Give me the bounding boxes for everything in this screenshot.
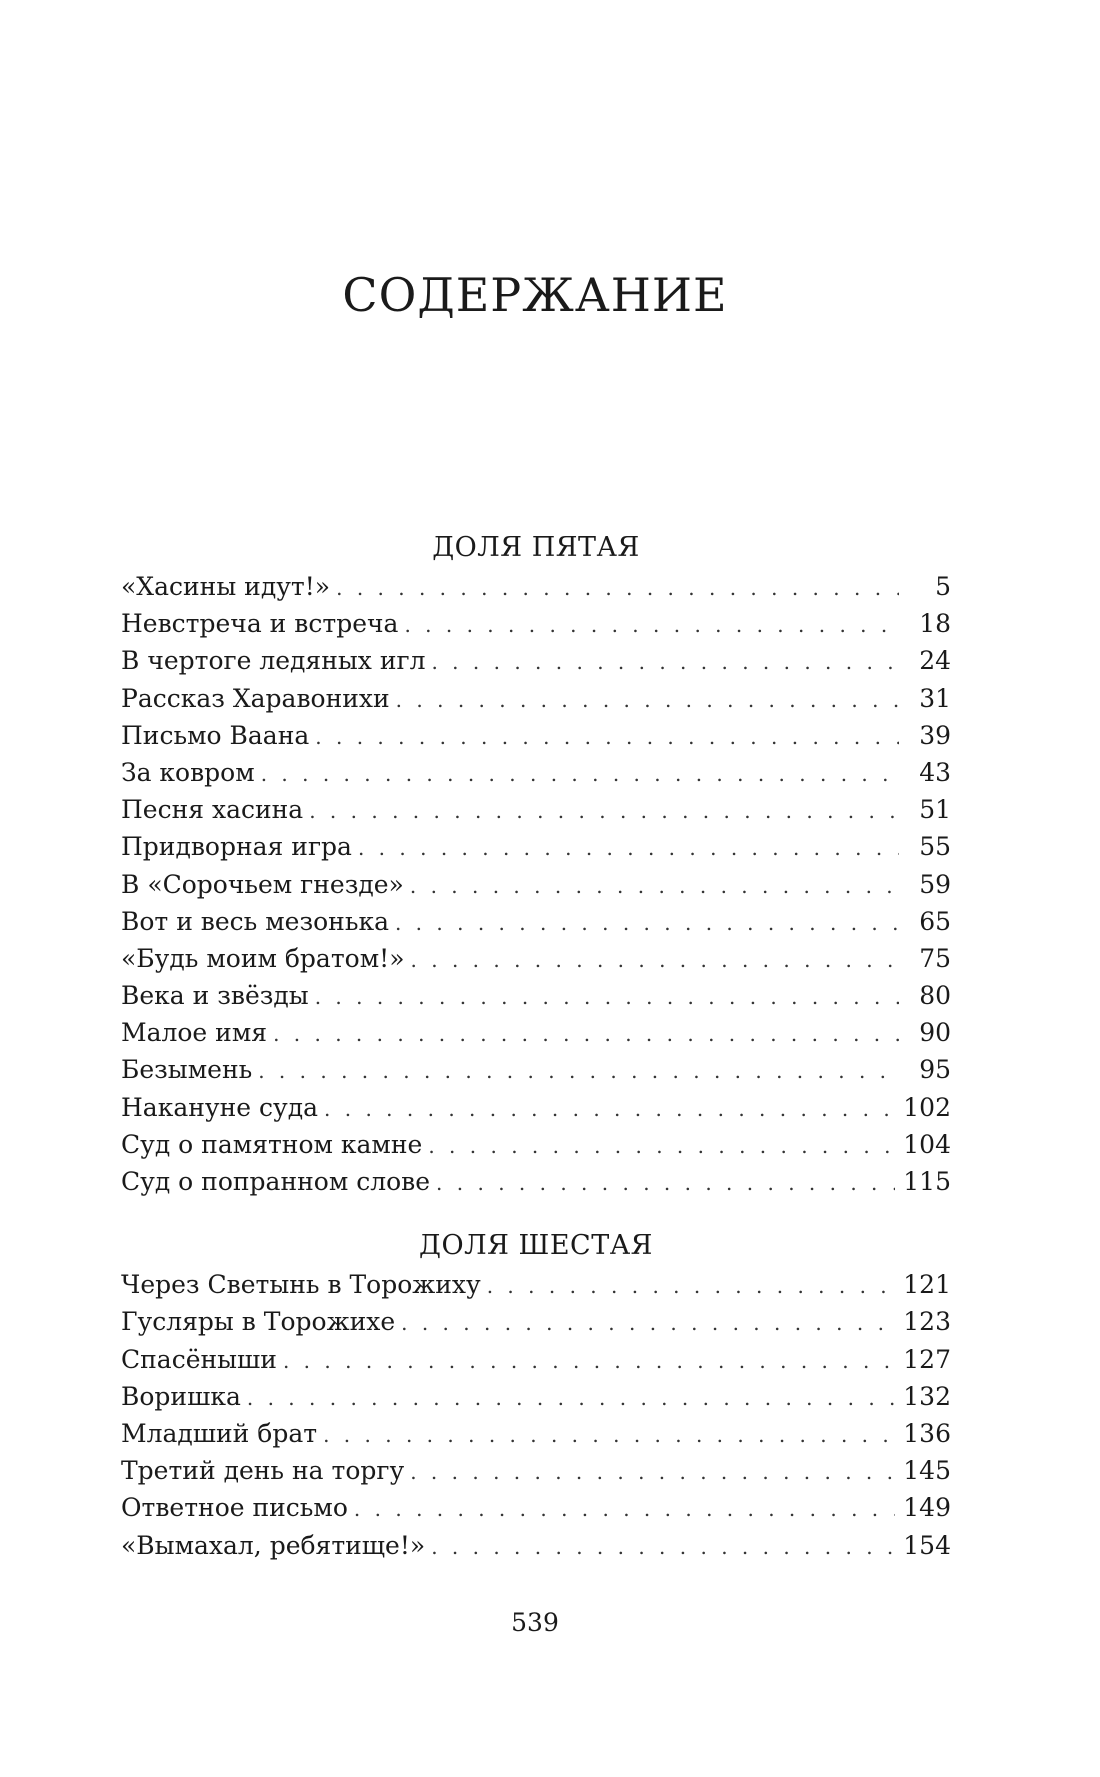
- dot-leader: [401, 1305, 895, 1342]
- toc-entry[interactable]: [121, 642, 951, 679]
- toc-entry-page: 102: [903, 1092, 951, 1122]
- toc-entry-page: 121: [903, 1270, 951, 1300]
- toc-entry[interactable]: [121, 1489, 951, 1526]
- dot-leader: [410, 1454, 895, 1491]
- toc-entry[interactable]: [121, 1163, 951, 1200]
- toc-entry-title: «Вымахал, ребятище!»: [121, 1530, 426, 1560]
- toc-entry[interactable]: [121, 754, 951, 791]
- toc-entry-page: 115: [903, 1167, 951, 1196]
- toc-entry[interactable]: [121, 1378, 951, 1415]
- toc-entry[interactable]: [121, 903, 951, 940]
- toc-entry-page: 154: [903, 1530, 951, 1560]
- toc-entry-page: 43: [919, 757, 951, 787]
- toc-entry-page: 104: [903, 1129, 951, 1159]
- toc-entry-page: 18: [919, 609, 951, 639]
- section-heading: ДОЛЯ ПЯТАЯ: [432, 532, 640, 563]
- toc-entry[interactable]: [121, 1089, 951, 1126]
- toc-entry-title: Суд о попранном слове: [121, 1167, 431, 1196]
- toc-entry-page: 123: [903, 1307, 951, 1337]
- toc-entry-page: 127: [903, 1344, 951, 1374]
- section-heading: ДОЛЯ ШЕСТАЯ: [419, 1230, 653, 1262]
- toc-entry[interactable]: [121, 1051, 951, 1088]
- toc-entry-title: Накануне суда: [121, 1092, 319, 1122]
- toc-entry[interactable]: [121, 1341, 951, 1378]
- dot-leader: [358, 830, 899, 867]
- dot-leader: [283, 1343, 895, 1380]
- dot-leader: [315, 719, 899, 756]
- toc-entry-page: 5: [935, 572, 951, 601]
- toc-entry[interactable]: [121, 1452, 951, 1489]
- toc-entry-page: 149: [903, 1493, 951, 1523]
- toc-entry-page: 145: [903, 1456, 951, 1486]
- dot-leader: [354, 1491, 895, 1528]
- toc-entry-title: Младший брат: [121, 1418, 318, 1448]
- toc-entry-page: 51: [919, 795, 951, 825]
- dot-leader: [487, 1268, 896, 1305]
- toc-entry-title: Песня хасина: [121, 795, 304, 825]
- dot-leader: [309, 793, 899, 830]
- toc-entry[interactable]: [121, 568, 951, 605]
- toc-entry-page: 39: [919, 720, 951, 750]
- toc-entry-title: Безымень: [121, 1055, 253, 1085]
- toc-entry[interactable]: [121, 1126, 951, 1163]
- dot-leader: [323, 1417, 895, 1454]
- toc-entry-page: 136: [903, 1418, 951, 1448]
- toc-entry-title: Через Светынь в Торожиху: [121, 1270, 481, 1300]
- toc-entry[interactable]: [121, 828, 951, 865]
- toc-entry-page: 90: [919, 1018, 951, 1048]
- dot-leader: [431, 644, 899, 681]
- toc-entry[interactable]: [121, 1527, 951, 1564]
- table-of-contents: [121, 528, 951, 1564]
- toc-entry[interactable]: [121, 605, 951, 642]
- footer-page-number: 539: [511, 1608, 559, 1637]
- toc-entry-title: Вот и весь мезонька: [121, 906, 389, 936]
- dot-leader: [324, 1091, 895, 1128]
- dot-leader: [428, 1128, 895, 1165]
- toc-entry-title: Суд о памятном камне: [121, 1129, 423, 1159]
- toc-entry[interactable]: [121, 1415, 951, 1452]
- toc-entry-title: «Хасины идут!»: [121, 572, 331, 601]
- dot-leader: [395, 905, 899, 942]
- section-gap: [121, 1200, 951, 1226]
- toc-entry-page: 59: [919, 869, 951, 899]
- toc-entry-title: «Будь моим братом!»: [121, 943, 405, 973]
- toc-entry-title: В чертоге ледяных игл: [121, 646, 426, 676]
- toc-entry-title: Невстреча и встреча: [121, 609, 399, 639]
- toc-entry-title: Спасёныши: [121, 1344, 277, 1374]
- toc-entry-page: 31: [919, 683, 951, 713]
- dot-leader: [436, 1165, 895, 1202]
- dot-leader: [404, 607, 899, 644]
- toc-entry-title: Придворная игра: [121, 832, 352, 862]
- dot-leader: [258, 1053, 899, 1090]
- toc-entry[interactable]: [121, 940, 951, 977]
- toc-entry[interactable]: [121, 866, 951, 903]
- page-title: СОДЕРЖАНИЕ: [342, 268, 728, 322]
- dot-leader: [396, 682, 899, 719]
- toc-entry-page: 80: [919, 981, 951, 1011]
- dot-leader: [410, 868, 899, 905]
- toc-entry[interactable]: [121, 680, 951, 717]
- toc-entry[interactable]: [121, 791, 951, 828]
- dot-leader: [431, 1529, 895, 1566]
- toc-entry[interactable]: [121, 1303, 951, 1340]
- toc-entry-title: Воришка: [121, 1381, 241, 1411]
- dot-leader: [273, 1016, 899, 1053]
- toc-entry-page: 132: [903, 1381, 951, 1411]
- toc-entry[interactable]: [121, 717, 951, 754]
- toc-entry-page: 55: [919, 832, 951, 862]
- dot-leader: [411, 942, 899, 979]
- toc-entry[interactable]: [121, 1266, 951, 1303]
- dot-leader: [315, 979, 899, 1016]
- dot-leader: [247, 1380, 895, 1417]
- toc-entry-page: 24: [919, 646, 951, 676]
- toc-entry-title: Гусляры в Торожихе: [121, 1307, 396, 1337]
- toc-entry-title: Ответное письмо: [121, 1493, 348, 1523]
- toc-entry-title: Малое имя: [121, 1018, 268, 1048]
- toc-entry-title: Рассказ Харавонихи: [121, 683, 390, 713]
- toc-entry-title: За ковром: [121, 757, 255, 787]
- toc-entry-title: Века и звёзды: [121, 981, 309, 1011]
- toc-entry-page: 95: [919, 1055, 951, 1085]
- toc-entry[interactable]: [121, 1014, 951, 1051]
- dot-leader: [336, 570, 899, 607]
- toc-entry-title: Третий день на торгу: [121, 1456, 405, 1486]
- dot-leader: [261, 756, 899, 793]
- toc-entry-page: 65: [919, 906, 951, 936]
- toc-entry-title: В «Сорочьем гнезде»: [121, 869, 404, 899]
- toc-entry-title: Письмо Ваана: [121, 720, 310, 750]
- toc-entry-page: 75: [919, 943, 951, 973]
- toc-entry[interactable]: [121, 977, 951, 1014]
